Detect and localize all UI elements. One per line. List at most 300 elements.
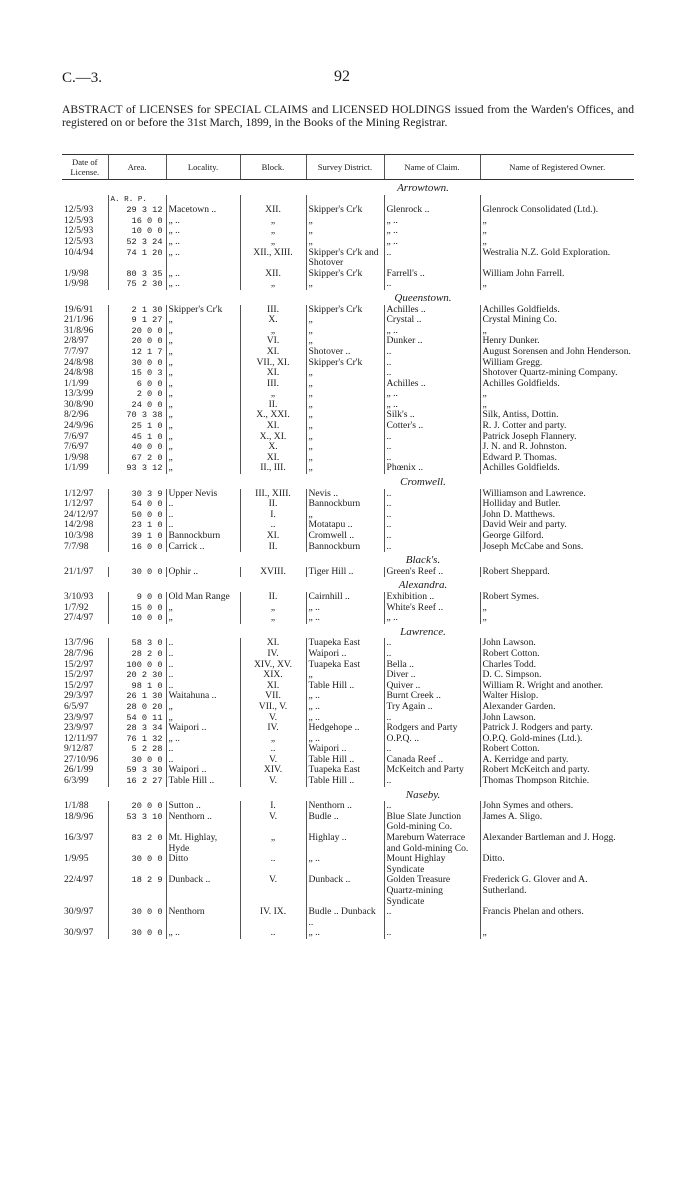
registered-owner: Westralia N.Z. Gold Exploration.: [480, 248, 634, 269]
table-row: [62, 520, 634, 531]
locality: ..: [166, 744, 240, 755]
claim-name: Quiver ..: [384, 681, 480, 692]
block: V.: [240, 713, 306, 724]
locality: Macetown ..: [166, 205, 240, 216]
block: XI.: [240, 638, 306, 649]
registered-owner: O.P.Q. Gold-mines (Ltd.).: [480, 734, 634, 745]
block: VII.: [240, 691, 306, 702]
claim-name: ..: [384, 744, 480, 755]
locality: „: [166, 358, 240, 369]
block: XII.: [240, 269, 306, 280]
survey-district: „ ..: [306, 691, 384, 702]
area: 52 3 24: [108, 237, 166, 248]
license-date: 13/7/96: [64, 638, 94, 649]
area: 53 3 10: [108, 812, 166, 833]
license-date: 31/8/96: [64, 325, 94, 336]
table-row: [62, 567, 634, 578]
area: 58 3 0: [108, 638, 166, 649]
claim-name: Bella ..: [384, 660, 480, 671]
block: ..: [240, 520, 306, 531]
block: VI.: [240, 336, 306, 347]
license-date: 1/9/95: [64, 854, 89, 865]
locality: „: [166, 713, 240, 724]
registered-owner: William R. Wright and another.: [480, 681, 634, 692]
table-row: [62, 660, 634, 671]
license-date: 22/4/97: [64, 875, 94, 886]
license-date: 15/2/97: [64, 680, 94, 691]
block: V.: [240, 875, 306, 907]
registered-owner: Frederick G. Glover and A. Sutherland.: [480, 875, 634, 907]
registered-owner: Silk, Antiss, Dottin.: [480, 410, 634, 421]
survey-district: „: [306, 237, 384, 248]
survey-district: „: [306, 216, 384, 227]
claim-name: McKeitch and Party: [384, 765, 480, 776]
registered-owner: Williamson and Lawrence.: [480, 489, 634, 500]
survey-district: „: [306, 453, 384, 464]
license-date: 15/2/97: [64, 659, 94, 670]
license-date: 26/1/99: [64, 765, 94, 776]
claim-name: ..: [384, 358, 480, 369]
block: ..: [240, 854, 306, 875]
claim-name: Rodgers and Party: [384, 723, 480, 734]
survey-district: „: [306, 315, 384, 326]
block: X., XI.: [240, 432, 306, 443]
claim-name: Dunker ..: [384, 336, 480, 347]
claim-name: ..: [384, 432, 480, 443]
claim-name: ..: [384, 248, 480, 269]
area: 76 1 32: [108, 734, 166, 745]
locality: Carrick ..: [166, 542, 240, 553]
license-date: 7/7/98: [64, 541, 89, 552]
locality: Nenthorn: [166, 907, 240, 928]
license-date: 1/1/99: [64, 378, 89, 389]
registered-owner: „: [480, 216, 634, 227]
survey-district: „: [306, 379, 384, 390]
locality: ..: [166, 499, 240, 510]
area: 75 2 30: [108, 279, 166, 290]
claim-name: Mount Highlay Syndicate: [384, 854, 480, 875]
claim-name: ..: [384, 638, 480, 649]
locality: „: [166, 421, 240, 432]
locality: „ ..: [166, 279, 240, 290]
license-date: 7/7/97: [64, 346, 89, 357]
block: II.: [240, 499, 306, 510]
survey-district: „: [306, 389, 384, 400]
table-row: [62, 542, 634, 553]
survey-district: Bannockburn: [306, 542, 384, 553]
claim-name: Cotter's ..: [384, 421, 480, 432]
survey-district: Tuapeka East: [306, 765, 384, 776]
license-date: 21/1/96: [64, 315, 94, 326]
survey-district: Dunback ..: [306, 875, 384, 907]
claim-name: Mareburn Waterrace and Gold-mining Co.: [384, 833, 480, 854]
locality: Upper Nevis: [166, 489, 240, 500]
registered-owner: „: [480, 279, 634, 290]
license-date: 27/4/97: [64, 613, 94, 624]
table-row: [62, 237, 634, 248]
area: 2 0 0: [108, 389, 166, 400]
registered-owner: Robert Cotton.: [480, 744, 634, 755]
survey-district: Skipper's Cr'k: [306, 205, 384, 216]
survey-district: Shotover ..: [306, 347, 384, 358]
table-row: [62, 368, 634, 379]
table-row: [62, 442, 634, 453]
area-units-row: [62, 195, 634, 206]
license-date: 1/9/98: [64, 268, 89, 279]
block: IV.: [240, 723, 306, 734]
claim-name: ..: [384, 776, 480, 787]
claim-name: Canada Reef ..: [384, 755, 480, 766]
claim-name: ..: [384, 649, 480, 660]
locality: „: [166, 389, 240, 400]
table-row: [62, 389, 634, 400]
survey-district: „ ..: [306, 603, 384, 614]
license-date: 1/7/92: [64, 602, 89, 613]
claim-name: ..: [384, 453, 480, 464]
table-row: [62, 305, 634, 316]
area: 30 0 0: [108, 907, 166, 928]
survey-district: Highlay ..: [306, 833, 384, 854]
claim-name: ..: [384, 542, 480, 553]
table-row: [62, 463, 634, 474]
area: 98 1 0: [108, 681, 166, 692]
table-row: [62, 907, 634, 928]
registered-owner: Francis Phelan and others.: [480, 907, 634, 928]
section-heading-row: [62, 552, 634, 567]
claim-name: ..: [384, 801, 480, 812]
column-header: Locality.: [166, 155, 240, 180]
registered-owner: „: [480, 603, 634, 614]
area: 45 1 0: [108, 432, 166, 443]
survey-district: „: [306, 670, 384, 681]
table-row: [62, 421, 634, 432]
table-row: [62, 499, 634, 510]
claim-name: Farrell's ..: [384, 269, 480, 280]
claim-name: Burnt Creek ..: [384, 691, 480, 702]
claim-name: „ ..: [384, 216, 480, 227]
registered-owner: Crystal Mining Co.: [480, 315, 634, 326]
claim-name: Achilles ..: [384, 305, 480, 316]
locality: Table Hill ..: [166, 776, 240, 787]
block: XIX.: [240, 670, 306, 681]
block: XI.: [240, 368, 306, 379]
locality: „: [166, 453, 240, 464]
locality: ..: [166, 638, 240, 649]
locality: „ ..: [166, 248, 240, 269]
registered-owner: John D. Matthews.: [480, 510, 634, 521]
license-date: 23/9/97: [64, 712, 94, 723]
claim-name: Try Again ..: [384, 702, 480, 713]
area: 16 2 27: [108, 776, 166, 787]
block: IV.: [240, 649, 306, 660]
claim-name: ..: [384, 368, 480, 379]
area: 9 0 0: [108, 592, 166, 603]
section-heading: Alexandra.: [398, 579, 448, 592]
section-heading: Naseby.: [405, 788, 441, 801]
block: „: [240, 216, 306, 227]
area: 30 0 0: [108, 755, 166, 766]
column-header: Block.: [240, 155, 306, 180]
locality: Dunback ..: [166, 875, 240, 907]
area: 30 3 9: [108, 489, 166, 500]
locality: „ ..: [166, 237, 240, 248]
block: X., XXI.: [240, 410, 306, 421]
claim-name: ..: [384, 347, 480, 358]
block: „: [240, 603, 306, 614]
survey-district: Skipper's Cr'k: [306, 269, 384, 280]
locality: „: [166, 442, 240, 453]
block: XI.: [240, 531, 306, 542]
registered-owner: Patrick J. Rodgers and party.: [480, 723, 634, 734]
license-date: 10/3/98: [64, 531, 94, 541]
survey-district: Skipper's Cr'k: [306, 358, 384, 369]
license-date: 3/10/93: [64, 591, 94, 602]
survey-district: Budle ..: [306, 812, 384, 833]
section-heading-row: [62, 290, 634, 305]
registered-owner: Robert Cotton.: [480, 649, 634, 660]
locality: „: [166, 400, 240, 411]
locality: ..: [166, 755, 240, 766]
claim-name: Phœnix ..: [384, 463, 480, 474]
table-row: [62, 638, 634, 649]
table-row: [62, 336, 634, 347]
claim-name: „ ..: [384, 389, 480, 400]
locality: Old Man Range: [166, 592, 240, 603]
claim-name: ..: [384, 531, 480, 542]
area: 2 1 30: [108, 305, 166, 316]
block: VII., V.: [240, 702, 306, 713]
registered-owner: „: [480, 613, 634, 624]
area: 12 1 7: [108, 347, 166, 358]
survey-district: „: [306, 510, 384, 521]
block: IV. IX.: [240, 907, 306, 928]
registered-owner: Alexander Garden.: [480, 702, 634, 713]
survey-district: Skipper's Cr'k: [306, 305, 384, 316]
locality: „: [166, 326, 240, 337]
registered-owner: Alexander Bartleman and J. Hogg.: [480, 833, 634, 854]
survey-district: Tuapeka East: [306, 660, 384, 671]
license-date: 28/7/96: [64, 648, 94, 659]
registered-owner: Patrick Joseph Flannery.: [480, 432, 634, 443]
license-date: 24/12/97: [64, 509, 99, 520]
locality: „: [166, 336, 240, 347]
survey-district: Table Hill ..: [306, 776, 384, 787]
locality: Bannockburn: [166, 531, 240, 542]
table-row: [62, 713, 634, 724]
table-row: [62, 379, 634, 390]
survey-district: Tiger Hill ..: [306, 567, 384, 578]
survey-district: „: [306, 279, 384, 290]
license-date: 2/8/97: [64, 336, 89, 347]
table-row: [62, 326, 634, 337]
claim-name: White's Reef ..: [384, 603, 480, 614]
license-date: 24/9/96: [64, 421, 94, 432]
area: 29 3 12: [108, 205, 166, 216]
claim-name: „ ..: [384, 326, 480, 337]
area: 30 0 0: [108, 358, 166, 369]
locality: „: [166, 315, 240, 326]
area: 20 2 30: [108, 670, 166, 681]
locality: ..: [166, 510, 240, 521]
table-row: [62, 592, 634, 603]
page-number: 92: [334, 68, 350, 85]
area: 28 0 20: [108, 702, 166, 713]
survey-district: „: [306, 326, 384, 337]
area: 23 1 0: [108, 520, 166, 531]
locality: Nenthorn ..: [166, 812, 240, 833]
license-date: 12/5/93: [64, 226, 94, 237]
survey-district: „ ..: [306, 928, 384, 939]
license-date: 30/9/97: [64, 928, 94, 939]
block: I.: [240, 510, 306, 521]
block: „: [240, 833, 306, 854]
survey-district: „ ..: [306, 613, 384, 624]
license-date: 24/8/98: [64, 368, 94, 379]
license-date: 8/2/96: [64, 410, 89, 421]
table-row: [62, 269, 634, 280]
license-date: 1/9/98: [64, 279, 89, 290]
block: „: [240, 734, 306, 745]
claim-name: „ ..: [384, 237, 480, 248]
locality: „: [166, 603, 240, 614]
area: 20 0 0: [108, 326, 166, 337]
registered-owner: D. C. Simpson.: [480, 670, 634, 681]
column-header: Name of Registered Owner.: [480, 155, 634, 180]
section-heading: Lawrence.: [400, 625, 446, 638]
table-header-row: [62, 155, 634, 180]
block: XII., XIII.: [240, 248, 306, 269]
table-row: [62, 248, 634, 269]
section-heading: Black's.: [405, 554, 441, 567]
survey-district: Skipper's Cr'k and Shotover: [306, 248, 384, 269]
section-heading: Arrowtown.: [397, 182, 449, 194]
block: I.: [240, 801, 306, 812]
license-date: 9/12/87: [64, 744, 94, 755]
registered-owner: John Lawson.: [480, 713, 634, 724]
claim-name: Green's Reef ..: [384, 567, 480, 578]
license-date: 13/3/99: [64, 389, 94, 400]
section-heading-row: [62, 787, 634, 802]
locality: Skipper's Cr'k: [166, 305, 240, 316]
block: „: [240, 237, 306, 248]
license-date: 30/9/97: [64, 907, 94, 918]
section-heading-row: [62, 180, 634, 195]
table-row: [62, 649, 634, 660]
registered-owner: John Symes and others.: [480, 801, 634, 812]
area: 40 0 0: [108, 442, 166, 453]
license-date: 23/9/97: [64, 723, 94, 734]
block: XIV.: [240, 765, 306, 776]
registered-owner: „: [480, 400, 634, 411]
table-row: [62, 744, 634, 755]
registered-owner: James A. Sligo.: [480, 812, 634, 833]
survey-district: Cairnhill ..: [306, 592, 384, 603]
table-row: [62, 875, 634, 907]
license-date: 21/1/97: [64, 566, 94, 577]
registered-owner: William John Farrell.: [480, 269, 634, 280]
table-row: [62, 833, 634, 854]
table-row: [62, 347, 634, 358]
table-row: [62, 226, 634, 237]
column-header: Area.: [108, 155, 166, 180]
locality: „ ..: [166, 928, 240, 939]
area: 18 2 9: [108, 875, 166, 907]
block: „: [240, 389, 306, 400]
table-row: [62, 681, 634, 692]
survey-district: „ ..: [306, 734, 384, 745]
registered-owner: Robert Symes.: [480, 592, 634, 603]
block: „: [240, 226, 306, 237]
block: X.: [240, 442, 306, 453]
claim-name: ..: [384, 499, 480, 510]
survey-district: „: [306, 400, 384, 411]
area: 20 0 0: [108, 336, 166, 347]
block: XI.: [240, 421, 306, 432]
registered-owner: David Weir and party.: [480, 520, 634, 531]
locality: Waitahuna ..: [166, 691, 240, 702]
claim-name: ..: [384, 489, 480, 500]
table-row: [62, 205, 634, 216]
license-date: 1/1/99: [64, 463, 89, 474]
table-row: [62, 723, 634, 734]
license-date: 1/9/98: [64, 452, 89, 463]
area: 28 2 0: [108, 649, 166, 660]
license-date: 12/5/93: [64, 205, 94, 216]
locality: ..: [166, 520, 240, 531]
survey-district: „ ..: [306, 702, 384, 713]
license-date: 1/12/97: [64, 499, 94, 510]
license-date: 18/9/96: [64, 811, 94, 822]
area: 30 0 0: [108, 928, 166, 939]
registered-owner: Henry Dunker.: [480, 336, 634, 347]
table-row: [62, 776, 634, 787]
locality: Waipori ..: [166, 765, 240, 776]
claim-name: ..: [384, 907, 480, 928]
block: II.: [240, 400, 306, 411]
registered-owner: Achilles Goldfields.: [480, 463, 634, 474]
section-heading: Queenstown.: [394, 291, 452, 304]
table-row: [62, 489, 634, 500]
locality: Waipori ..: [166, 723, 240, 734]
registered-owner: John Lawson.: [480, 638, 634, 649]
registered-owner: Ditto.: [480, 854, 634, 875]
block: ..: [240, 928, 306, 939]
table-row: [62, 453, 634, 464]
locality: Ophir ..: [166, 567, 240, 578]
area: 6 0 0: [108, 379, 166, 390]
block: „: [240, 279, 306, 290]
claim-name: „ ..: [384, 613, 480, 624]
table-row: [62, 410, 634, 421]
block: II.: [240, 592, 306, 603]
block: II.: [240, 542, 306, 553]
table-row: [62, 432, 634, 443]
page-reference: C.—3.: [62, 70, 103, 86]
area: 20 0 0: [108, 801, 166, 812]
claim-name: ..: [384, 520, 480, 531]
area: 67 2 0: [108, 453, 166, 464]
locality: „: [166, 463, 240, 474]
survey-district: Motatapu ..: [306, 520, 384, 531]
area: 100 0 0: [108, 660, 166, 671]
area: 5 2 28: [108, 744, 166, 755]
registered-owner: „: [480, 389, 634, 400]
registered-owner: R. J. Cotter and party.: [480, 421, 634, 432]
registered-owner: „: [480, 326, 634, 337]
area: 54 0 11: [108, 713, 166, 724]
area: 70 3 38: [108, 410, 166, 421]
area: 9 1 27: [108, 315, 166, 326]
